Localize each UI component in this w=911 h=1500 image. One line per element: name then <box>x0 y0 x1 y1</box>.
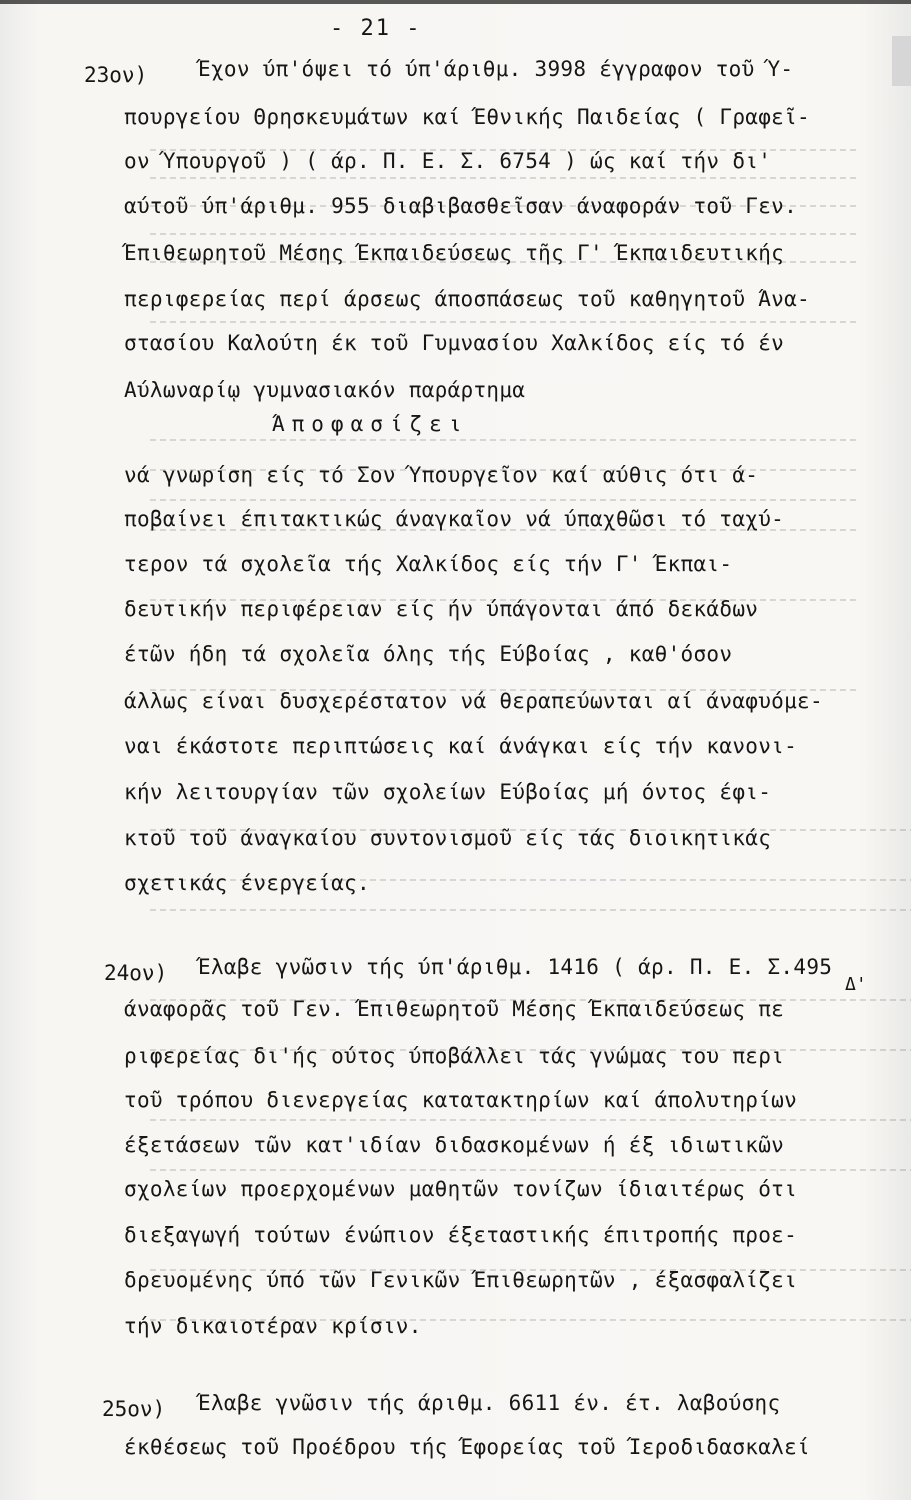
text-line: δρευομένης ύπό τῶν Γενικῶν Έπιθεωρητῶν , έξασφαλίζει <box>124 1268 798 1292</box>
text-line: έκθέσεως τοῦ Προέδρου τής Έφορείας τοῦ Ίεροδιδασκαλεί <box>124 1435 810 1459</box>
edge-mark <box>892 36 911 86</box>
text-line: ποβαίνει έπιτακτικώς άναγκαῖον νά ύπαχθῶσι τό ταχύ- <box>124 507 785 531</box>
text-line: ναι έκάστοτε περιπτώσεις καί άνάγκαι είς τήν κανονι- <box>124 734 798 758</box>
text-line: ον Ύπουργοῦ ) ( άρ. Π. Ε. Σ. 6754 ) ώς καί τήν δι' <box>124 149 772 173</box>
text-line: αύτοῦ ύπ'άριθμ. 955 διαβιβασθεῖσαν άναφοράν τοῦ Γεν. <box>124 194 798 218</box>
text-line: σχετικάς ένεργείας. <box>124 871 370 895</box>
decision-heading: Άποφασίζει <box>272 412 469 436</box>
top-edge-shadow <box>0 0 911 4</box>
text-line: άναφορᾶς τοῦ Γεν. Έπιθεωρητοῦ Μέσης Έκπαιδεύσεως πε <box>124 997 785 1021</box>
text-line: Έλαβε γνῶσιν τής άριθμ. 6611 έν. έτ. λαβούσης <box>198 1391 781 1415</box>
text-line: περιφερείας περί άρσεως άποσπάσεως τοῦ καθηγητοῦ Άνα- <box>124 287 810 311</box>
text-line: πουργείου Θρησκευμάτων καί Έθνικής Παιδείας ( Γραφεῖ- <box>124 105 810 129</box>
text-line: νά γνωρίση είς τό Σον Ύπουργεῖον καί αύθις ότι ά- <box>124 463 759 487</box>
text-line: τήν δικαιοτέραν κρίσιν. <box>124 1314 422 1338</box>
text-line: άλλως είναι δυσχερέστατον νά θεραπεύωνται αί άναφυόμε- <box>124 689 823 713</box>
section-number: 24ον) <box>104 961 168 985</box>
text-line: Έχον ύπ'όψει τό ύπ'άριθμ. 3998 έγγραφον τοῦ Ύ- <box>198 57 794 81</box>
text-line: τοῦ τρόπου διενεργείας κατατακτηρίων καί άπολυτηρίων <box>124 1088 798 1112</box>
section-number: 23ον) <box>84 63 148 87</box>
text-line: έξετάσεων τῶν κατ'ιδίαν διδασκομένων ή έξ ιδιωτικῶν <box>124 1133 785 1157</box>
text-line: σχολείων προερχομένων μαθητῶν τονίζων ίδιαιτέρως ότι <box>124 1177 798 1201</box>
text-line: διεξαγωγή τούτων ένώπιον έξεταστικής έπιτροπής προε- <box>124 1223 798 1247</box>
text-line: έτῶν ήδη τά σχολεῖα όλης τής Εύβοίας , καθ'όσον <box>124 642 733 666</box>
text-line: Έπιθεωρητοῦ Μέσης Έκπαιδεύσεως τῆς Γ' Έκπαιδευτικής <box>124 241 785 265</box>
margin-annotation: Δ' <box>845 974 867 995</box>
text-line: δευτικήν περιφέρειαν είς ήν ύπάγονται άπό δεκάδων <box>124 597 759 621</box>
text-line: ριφερείας δι'ής ούτος ύποβάλλει τάς γνώμας του περι <box>124 1044 785 1068</box>
text-line: κήν λειτουργίαν τῶν σχολείων Εύβοίας μή όντος έφι- <box>124 780 772 804</box>
text-line: Αύλωναρίῳ γυμνασιακόν παράρτημα <box>124 378 526 402</box>
text-line: στασίου Καλούτη έκ τοῦ Γυμνασίου Χαλκίδος είς τό έν <box>124 331 785 355</box>
text-line: κτοῦ τοῦ άναγκαίου συντονισμοῦ είς τάς διοικητικάς <box>124 826 772 850</box>
text-line: Έλαβε γνῶσιν τής ύπ'άριθμ. 1416 ( άρ. Π. Ε. Σ.495 <box>198 955 833 979</box>
text-line: τερον τά σχολεῖα τής Χαλκίδος είς τήν Γ' Έκπαι- <box>124 552 733 576</box>
section-number: 25ον) <box>102 1397 166 1421</box>
page-number: - 21 - <box>330 16 422 41</box>
